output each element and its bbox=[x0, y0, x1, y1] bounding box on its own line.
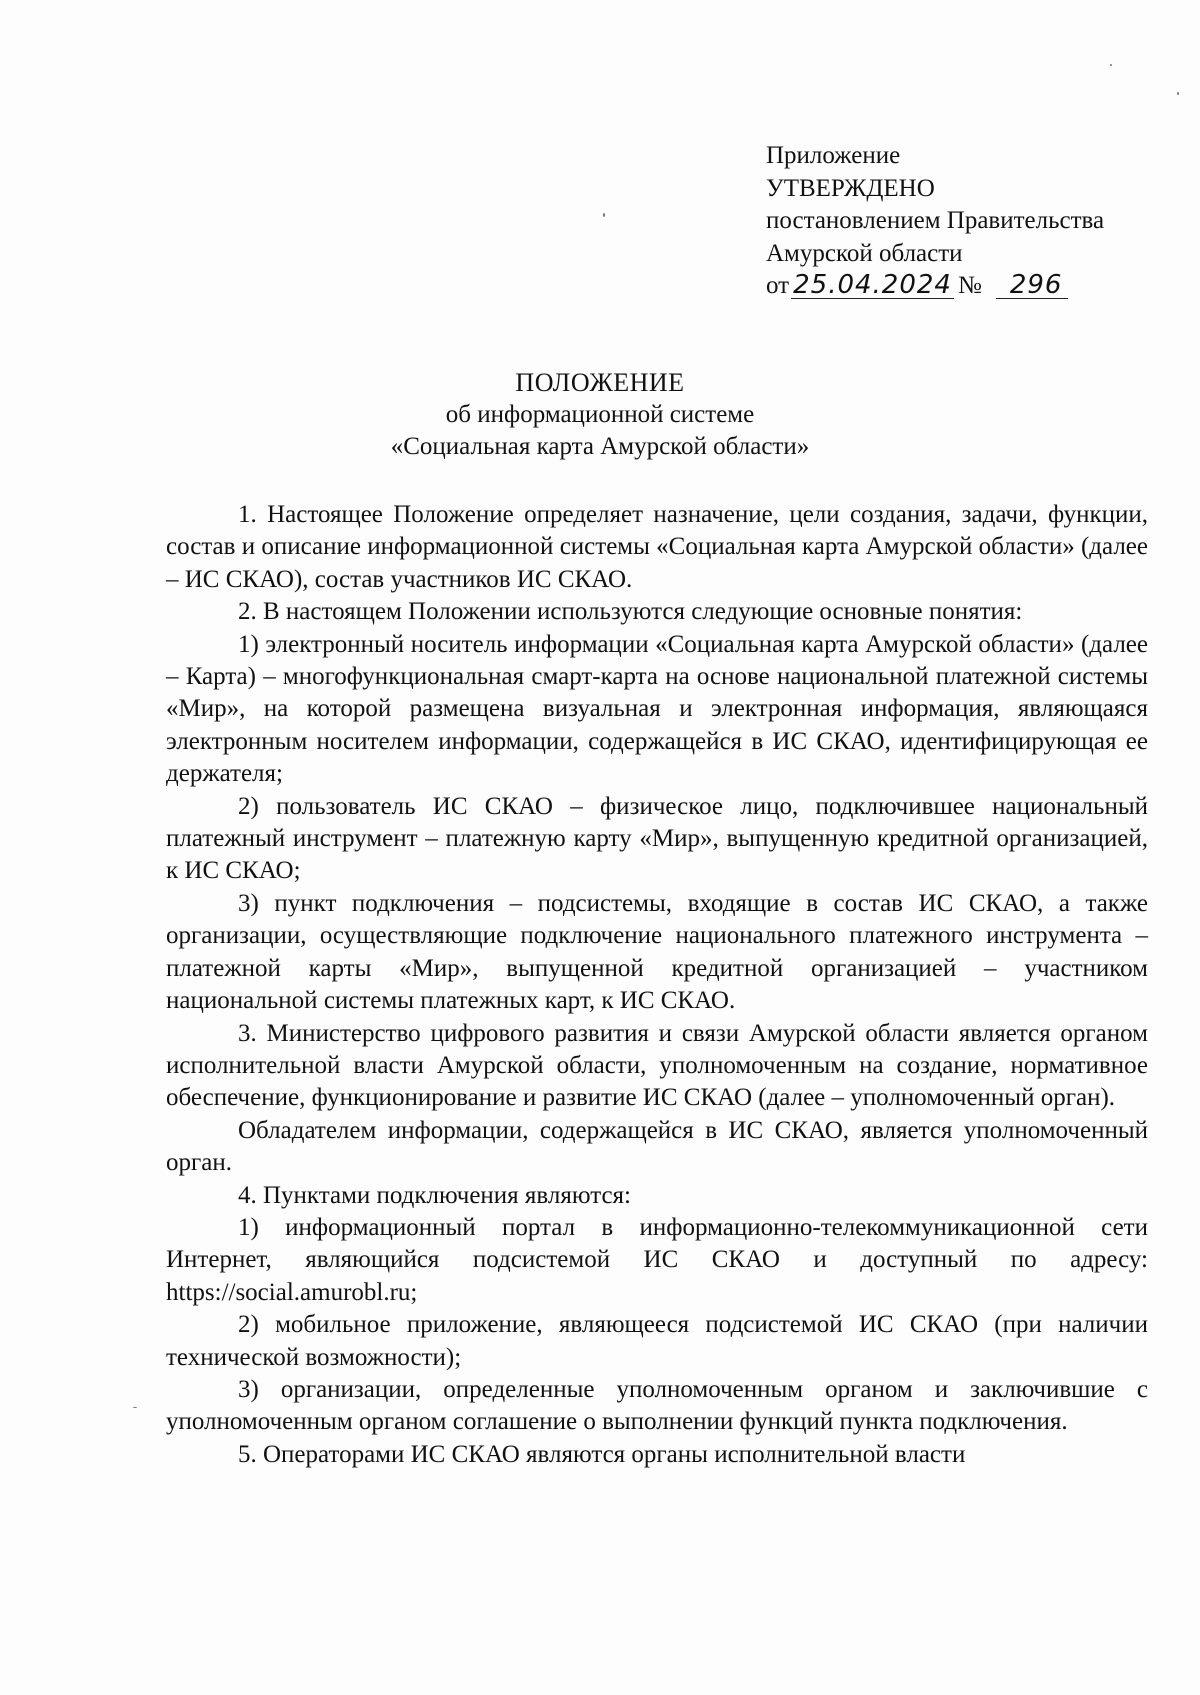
paragraph: Обладателем информации, содержащейся в ИС СКАО, является уполномоченный орган. bbox=[166, 1116, 1148, 1177]
approved-label: УТВЕРЖДЕНО bbox=[766, 174, 935, 202]
scan-speck bbox=[603, 213, 605, 217]
region-label: Амурской области bbox=[766, 239, 963, 267]
paragraph: 1) информационный портал в информационно-телекоммуникационной сети Интернет, являющийся подсистемой ИС СКАО и доступный по адресу: https://social.amurobl.ru; bbox=[166, 1213, 1148, 1306]
paragraph: 1. Настоящее Положение определяет назначение, цели создания, задачи, функции, состав и описание информационной системы «Социальная карта Амурской области» (далее – ИС СКАО), состав участников ИС СКАО. bbox=[166, 501, 1148, 593]
title-subject: об информационной системе bbox=[445, 401, 755, 428]
title-system-name: «Социальная карта Амурской области» bbox=[390, 433, 810, 460]
resolution-label: постановлением Правительства bbox=[766, 207, 1105, 234]
paragraph: 2. В настоящем Положении используются следующие основные понятия: bbox=[238, 598, 1023, 626]
paragraph: 3. Министерство цифрового развития и связи Амурской области является органом исполнительной власти Амурской области, уполномоченным на создание, нормативное обеспечение, функционирование и развитие ИС СКАО (далее – уполномоченный орган). bbox=[166, 1019, 1148, 1112]
appendix-label: Приложение bbox=[766, 142, 901, 169]
paragraph: 2) мобильное приложение, являющееся подсистемой ИС СКАО (при наличии технической возможности); bbox=[166, 1311, 1148, 1371]
paragraph: 1) электронный носитель информации «Социальная карта Амурской области» (далее – Карта) – многофункциональная смарт-карта на основе национальной платежной системы «Мир», на которой размещена визуальная и электронная информация, являющаяся электронным носителем информации, содержащейся в ИС СКАО, идентифицирующая ее держателя; bbox=[166, 630, 1148, 788]
paragraph: 2) пользователь ИС СКАО – физическое лицо, подключившее национальный платежный инструмент – платежную карту «Мир», выпущенную кредитной организацией, к ИС СКАО; bbox=[166, 792, 1148, 885]
scan-speck bbox=[1110, 64, 1112, 66]
date-number-line bbox=[766, 270, 1166, 303]
handwritten-number: 296 bbox=[996, 272, 1069, 299]
document-title bbox=[0, 367, 1200, 463]
approval-block bbox=[766, 140, 1166, 303]
scan-speck bbox=[133, 1407, 137, 1408]
number-label: № bbox=[957, 272, 982, 299]
title-heading: ПОЛОЖЕНИЕ bbox=[515, 368, 685, 397]
document-body bbox=[166, 499, 1148, 1471]
paragraph: 5. Операторами ИС СКАО являются органы исполнительной власти bbox=[238, 1440, 966, 1468]
paragraph: 4. Пунктами подключения являются: bbox=[238, 1181, 631, 1209]
paragraph: 3) организации, определенные уполномоченным органом и заключившие с уполномоченным органом соглашение о выполнении функций пункта подключения. bbox=[166, 1375, 1148, 1436]
paragraph: 3) пункт подключения – подсистемы, входящие в состав ИС СКАО, а также организации, осуществляющие подключение национального платежного инструмента – платежной карты «Мир», выпущенной кредитной организацией – участником национальной системы платежных карт, к ИС СКАО. bbox=[166, 889, 1148, 1015]
handwritten-date: 25.04.2024 bbox=[793, 270, 952, 300]
date-prefix: от bbox=[766, 272, 790, 299]
scan-speck bbox=[1177, 92, 1179, 95]
